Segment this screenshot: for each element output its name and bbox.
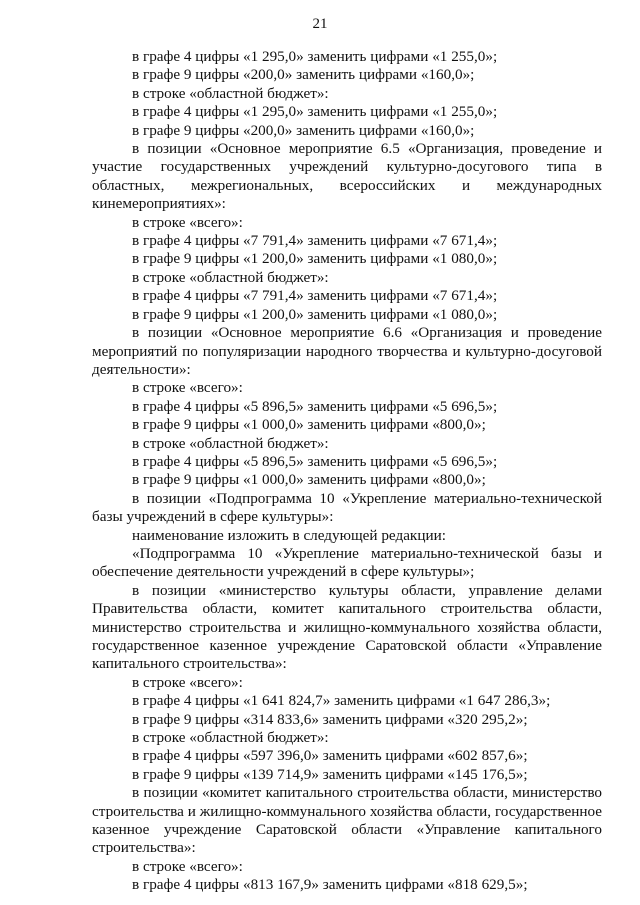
paragraph: в строке «всего»: (132, 673, 243, 691)
paragraph: наименование изложить в следующей редакции: (132, 526, 446, 544)
paragraph: в строке «всего»: (132, 213, 243, 231)
paragraph: в графе 9 цифры «1 000,0» заменить цифрами «800,0»; (132, 471, 486, 489)
paragraph: в графе 4 цифры «7 791,4» заменить цифрами «7 671,4»; (132, 232, 498, 250)
paragraph: в строке «всего»: (132, 857, 243, 875)
paragraph: в позиции «комитет капитального строительства области, министерство строительства и жилищно-коммунального хозяйства области, государственное казенное учреждение Саратовской области «Управление капитального строительства»: (92, 784, 602, 857)
paragraph: в строке «областной бюджет»: (132, 84, 329, 102)
paragraph: в графе 4 цифры «1 295,0» заменить цифрами «1 255,0»; (132, 103, 498, 121)
paragraph: в графе 9 цифры «200,0» заменить цифрами «160,0»; (132, 121, 475, 139)
paragraph: в графе 4 цифры «597 396,0» заменить цифрами «602 857,6»; (132, 747, 528, 765)
paragraph: в графе 4 цифры «813 167,9» заменить цифрами «818 629,5»; (132, 876, 528, 894)
page-number: 21 (312, 16, 328, 32)
paragraph: в графе 9 цифры «1 200,0» заменить цифрами «1 080,0»; (132, 305, 498, 323)
paragraph: в позиции «Основное мероприятие 6.6 «Организация и проведение мероприятий по популяризации народного творчества и культурно-досуговой деятельности»: (92, 324, 602, 378)
paragraph: в позиции «Основное мероприятие 6.5 «Организация, проведение и участие государственных учреждений культурно-досугового типа в областных, межрегиональных, всероссийских и международных кинемероприятиях»: (92, 140, 602, 213)
paragraph: в строке «областной бюджет»: (132, 268, 329, 286)
paragraph: в строке «областной бюджет»: (132, 729, 329, 747)
paragraph: в графе 9 цифры «139 714,9» заменить цифрами «145 176,5»; (132, 765, 528, 783)
document-body (92, 48, 602, 895)
paragraph: в позиции «Подпрограмма 10 «Укрепление материально-технической базы учреждений в сфере культуры»: (92, 489, 602, 526)
paragraph: в графе 4 цифры «1 641 824,7» заменить цифрами «1 647 286,3»; (132, 692, 551, 710)
paragraph: в графе 9 цифры «1 000,0» заменить цифрами «800,0»; (132, 416, 486, 434)
paragraph: в графе 9 цифры «200,0» заменить цифрами «160,0»; (132, 66, 475, 84)
paragraph: в графе 4 цифры «7 791,4» заменить цифрами «7 671,4»; (132, 287, 498, 305)
paragraph: «Подпрограмма 10 «Укрепление материально-технической базы и обеспечение деятельности учреждений в сфере культуры»; (92, 544, 602, 581)
paragraph: в графе 4 цифры «5 896,5» заменить цифрами «5 696,5»; (132, 452, 498, 470)
paragraph: в строке «всего»: (132, 379, 243, 397)
paragraph: в строке «областной бюджет»: (132, 434, 329, 452)
paragraph: в графе 4 цифры «1 295,0» заменить цифрами «1 255,0»; (132, 48, 498, 65)
paragraph: в графе 9 цифры «314 833,6» заменить цифрами «320 295,2»; (132, 710, 528, 728)
paragraph: в позиции «министерство культуры области, управление делами Правительства области, комитет капитального строительства области, министерство строительства и жилищно-коммунального хозяйства области, государственное казенное учреждение Саратовской области «Управление капитального строительства»: (92, 581, 602, 673)
paragraph: в графе 4 цифры «5 896,5» заменить цифрами «5 696,5»; (132, 397, 498, 415)
paragraph: в графе 9 цифры «1 200,0» заменить цифрами «1 080,0»; (132, 250, 498, 268)
